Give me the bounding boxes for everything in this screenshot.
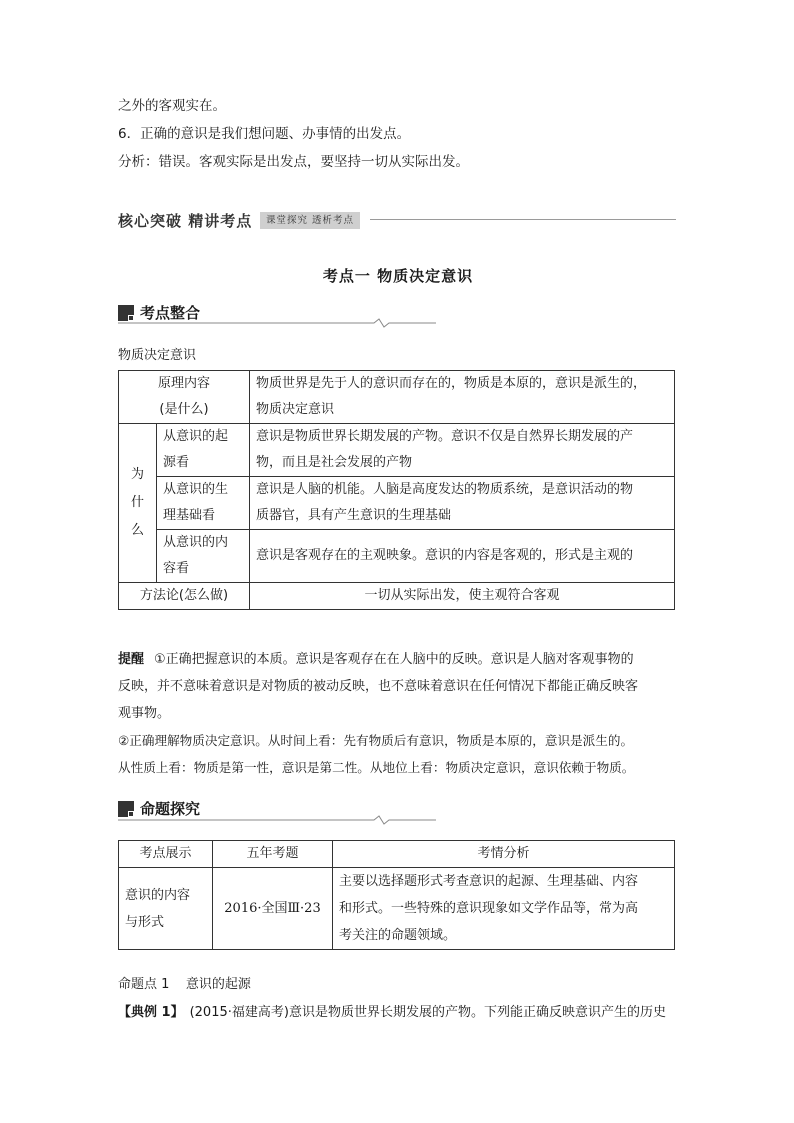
tips-block [118, 646, 678, 781]
banner-title: 核心突破 精讲考点 [118, 212, 253, 230]
why-char-2: 什 [130, 495, 144, 510]
section-banner [118, 208, 678, 232]
row-label-2: 理基础看 [163, 508, 216, 523]
tips-p1-line3: 观事物。 [118, 706, 171, 721]
section-underline [118, 815, 438, 825]
table-row [119, 583, 675, 610]
row-label-cell [157, 477, 250, 530]
exam-cell: 2016·全国Ⅲ·23 [213, 868, 333, 950]
header-analysis: 考情分析 [333, 841, 675, 868]
item-6: 6．正确的意识是我们想问题、办事情的出发点。 [118, 126, 411, 142]
principle-label-cell [119, 371, 250, 424]
banner-tag: 课堂探究 透析考点 [260, 212, 360, 229]
tips-p1-line1 [118, 646, 678, 673]
why-char-3: 么 [130, 523, 144, 538]
section-title: 命题探究 [140, 800, 201, 818]
tips-p2-line1: ②正确理解物质决定意识。从时间上看：先有物质后有意识，物质是本原的，意识是派生的。 [118, 733, 634, 748]
point-title: 考点一 物质决定意识 [322, 267, 474, 285]
principle-table [118, 370, 675, 610]
header-exam: 五年考题 [213, 841, 333, 868]
row-label-2: 容看 [163, 561, 190, 576]
method-label-cell: 方法论(怎么做) [119, 583, 250, 610]
tips-text: ①正确把握意识的本质。意识是客观存在在人脑中的反映。意识是人脑对客观事物的 [154, 652, 634, 667]
row-label-cell [157, 530, 250, 583]
example-line [118, 1003, 666, 1023]
why-char-1: 为 [130, 467, 144, 482]
table-row [119, 530, 675, 583]
section-underline [118, 318, 438, 328]
row-label-1: 从意识的起 [163, 429, 229, 444]
row-content-1: 意识是物质世界长期发展的产物。意识不仅是自然界长期发展的产 [256, 429, 634, 444]
banner-divider [370, 219, 676, 220]
row-label-1: 从意识的内 [163, 535, 229, 550]
why-label-cell [119, 424, 157, 583]
row-content-2: 物，而且是社会发展的产物 [256, 455, 413, 470]
row-content-cell [250, 477, 675, 530]
tips-p2-line2: 从性质上看：物质是第一性，意识是第二性。从地位上看：物质决定意识，意识依赖于物质。 [118, 760, 635, 775]
principle-content-cell [250, 371, 675, 424]
row-content-1: 意识是客观存在的主观映象。意识的内容是客观的，形式是主观的 [256, 548, 634, 563]
table-row [119, 424, 675, 477]
principle-line-1: 物质世界是先于人的意识而存在的，物质是本原的，意识是派生的， [256, 376, 647, 391]
principle-label-2: (是什么) [159, 402, 209, 417]
tips-p1-line2: 反映，并不意味着意识是对物质的被动反映，也不意味着意识在任何情况下都能正确反映客 [118, 679, 639, 694]
topic-cell [119, 868, 213, 950]
header-topic: 考点展示 [119, 841, 213, 868]
row-content-2: 质器官，具有产生意识的生理基础 [256, 508, 452, 523]
tips-label: 提醒 [118, 652, 145, 667]
exam-table [118, 840, 675, 950]
table-row [119, 477, 675, 530]
analysis-line-3: 考关注的命题领域。 [339, 928, 457, 943]
table-row [119, 371, 675, 424]
example-label: 【典例 1】 [118, 1005, 184, 1020]
row-content-1: 意识是人脑的机能。人脑是高度发达的物质系统，是意识活动的物 [256, 482, 634, 497]
table-caption: 物质决定意识 [118, 348, 197, 363]
topic-line-1: 意识的内容 [125, 887, 191, 903]
row-label-1: 从意识的生 [163, 482, 229, 497]
example-text: (2015·福建高考)意识是物质世界长期发展的产物。下列能正确反映意识产生的历史 [189, 1005, 666, 1020]
analysis-line-1: 主要以选择题形式考查意识的起源、生理基础、内容 [339, 874, 639, 889]
intro-line: 之外的客观实在。 [118, 98, 226, 114]
analysis-line-2: 和形式。一些特殊的意识现象如文学作品等，常为高 [339, 901, 639, 916]
section-title: 考点整合 [140, 304, 201, 322]
row-content-cell [250, 424, 675, 477]
row-label-2: 源看 [163, 455, 190, 470]
row-content-cell [250, 530, 675, 583]
point-1-title: 命题点 1 意识的起源 [118, 977, 251, 992]
principle-label-1: 原理内容 [157, 376, 210, 391]
row-label-cell [157, 424, 250, 477]
table-row [119, 868, 675, 950]
method-content-cell: 一切从实际出发，使主观符合客观 [250, 583, 675, 610]
topic-line-2: 与形式 [125, 914, 165, 930]
analysis-cell [333, 868, 675, 950]
principle-line-2: 物质决定意识 [256, 402, 335, 417]
table-header-row [119, 841, 675, 868]
analysis-line: 分析：错误。客观实际是出发点，要坚持一切从实际出发。 [118, 154, 469, 170]
